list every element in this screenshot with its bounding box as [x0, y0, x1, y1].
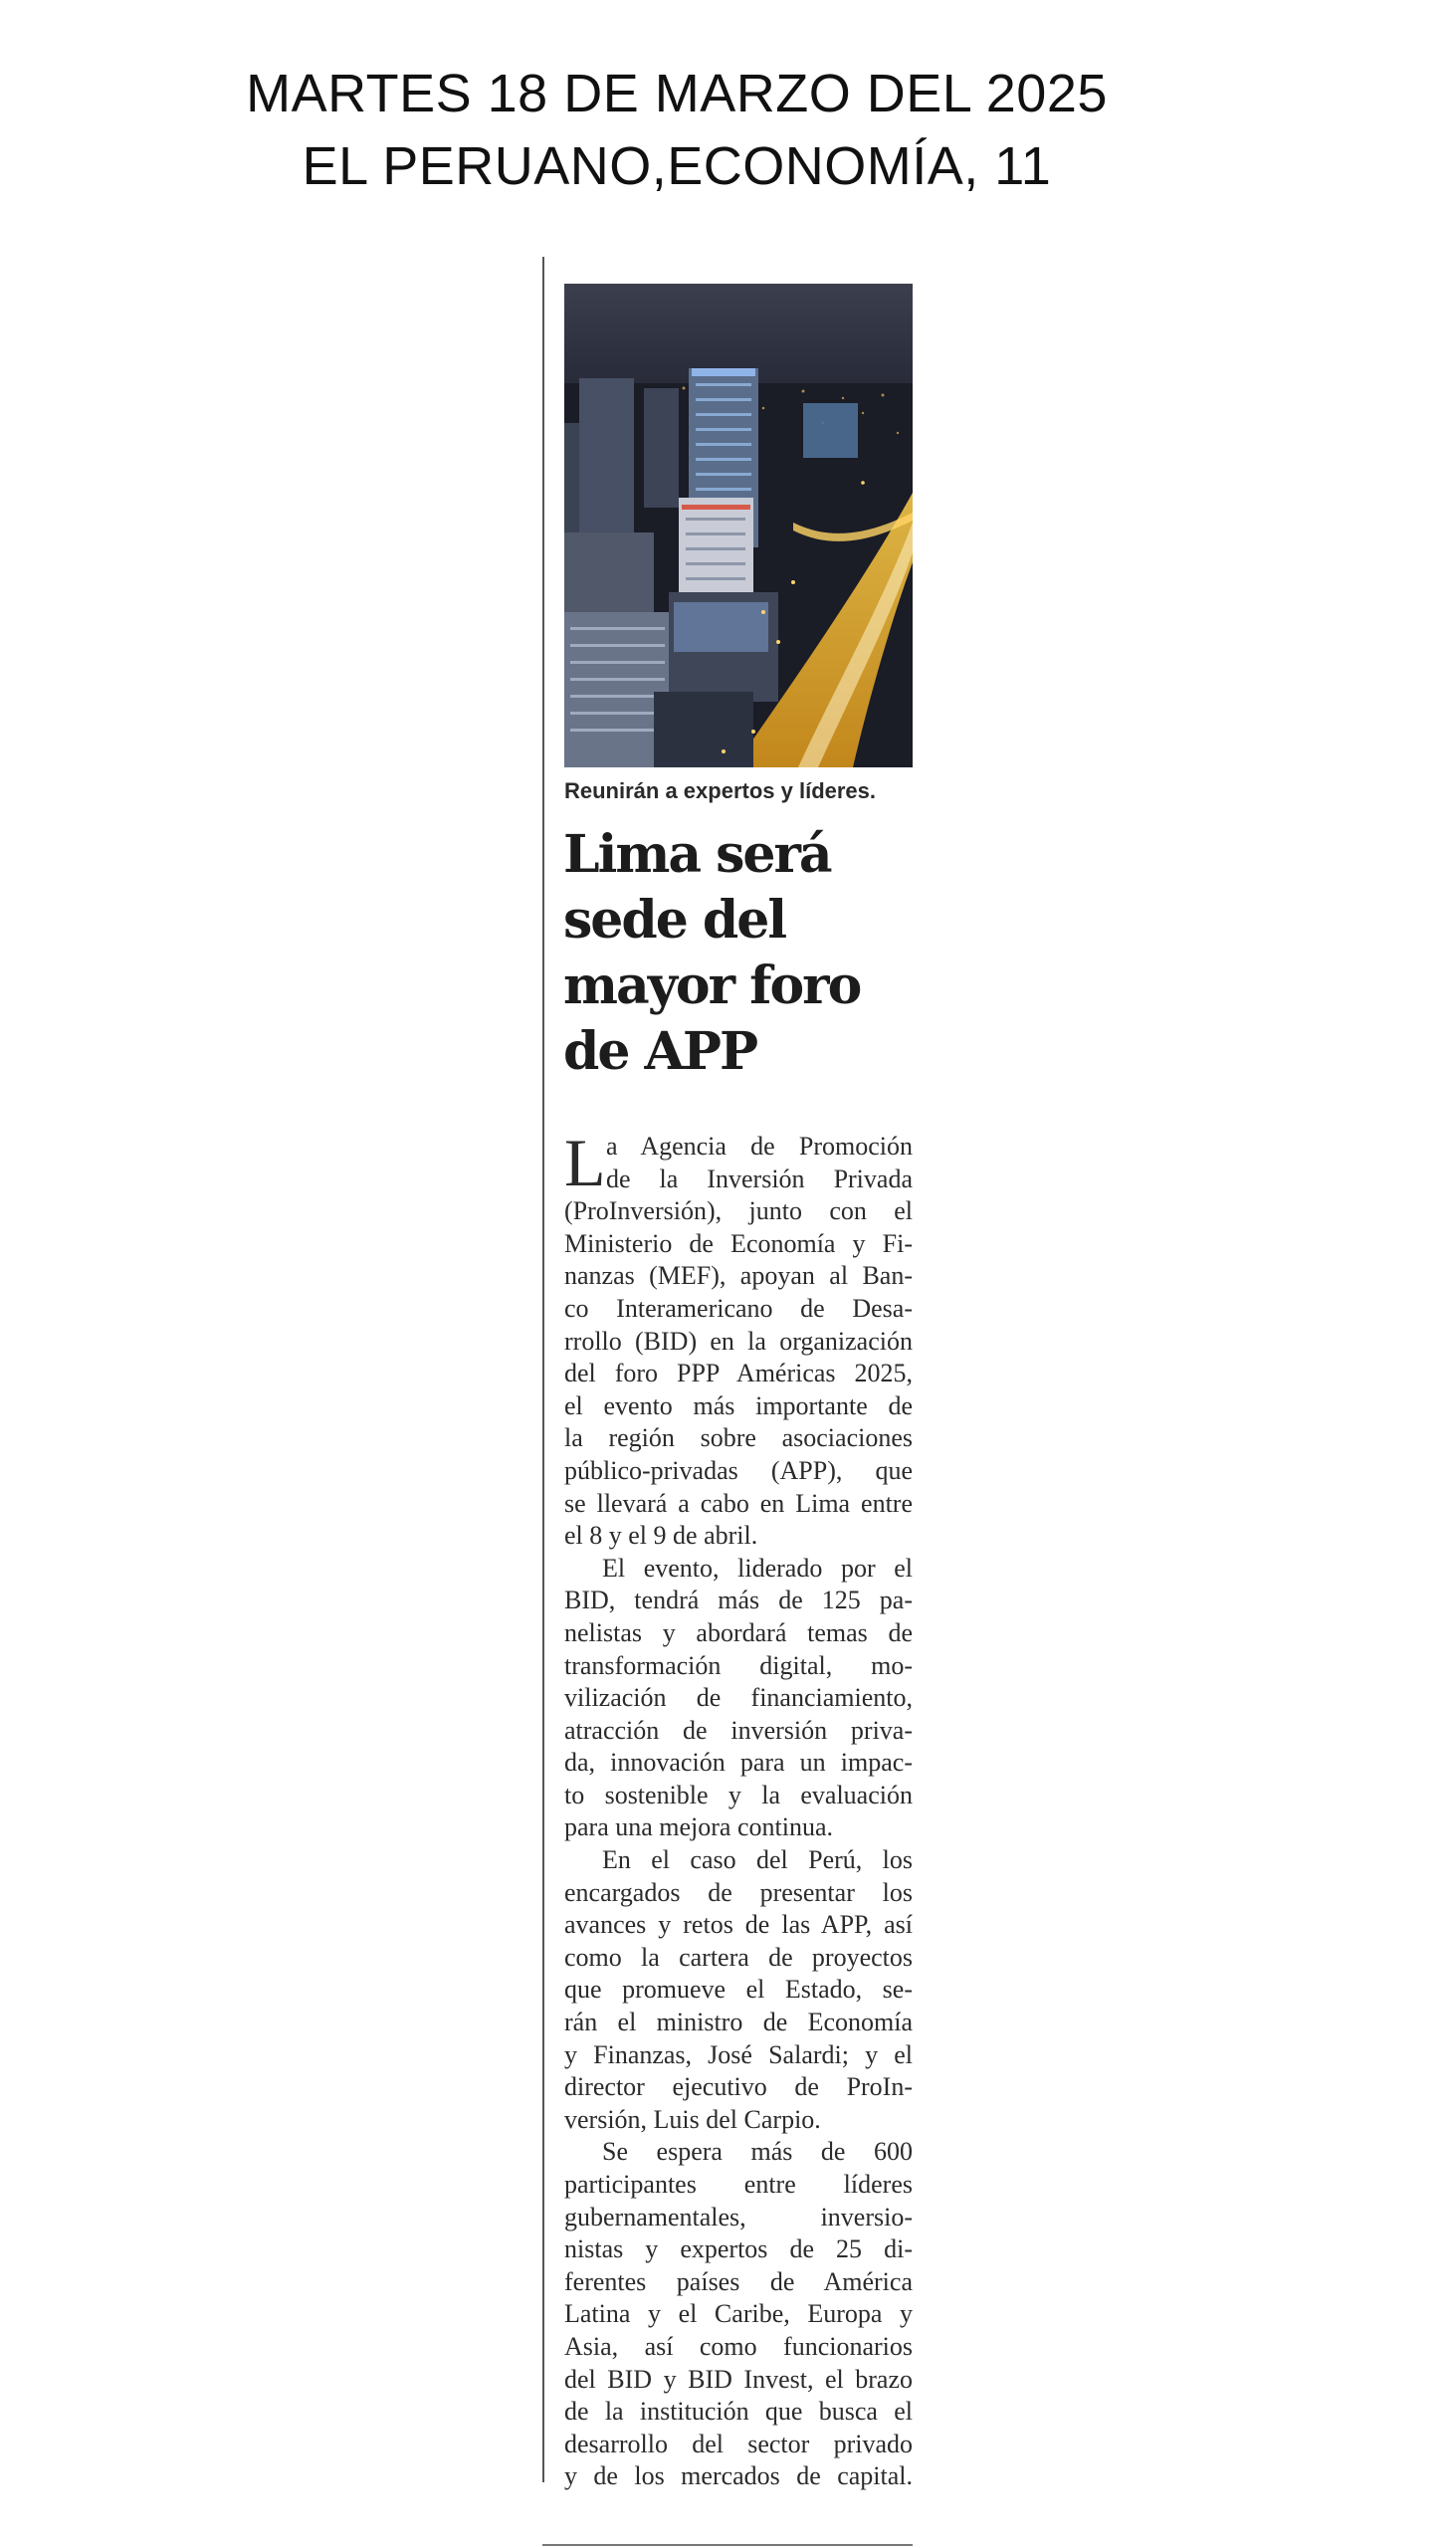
clipping-header [0, 58, 1353, 203]
body-line: atracción de inversión priva- [564, 1715, 913, 1745]
body-line: Se espera más de 600 [602, 2137, 913, 2167]
source-line: EL PERUANO,ECONOMÍA, 11 [302, 136, 1052, 196]
bottom-rule [542, 2544, 913, 2546]
article-headline [563, 822, 918, 1085]
headline-line: de APP [563, 1021, 757, 1082]
body-line: (ProInversión), junto con el [564, 1196, 913, 1226]
body-line: de la institución que busca el [564, 2397, 913, 2427]
body-line: vilización de financiamiento, [564, 1683, 913, 1713]
body-line: director ejecutivo de ProIn- [564, 2072, 913, 2102]
body-line: El evento, liderado por el [602, 1553, 913, 1583]
body-line: nistas y expertos de 25 di- [564, 2234, 913, 2264]
body-line: En el caso del Perú, los [602, 1845, 913, 1875]
body-line: rrollo (BID) en la organización [564, 1326, 913, 1356]
body-line: público-privadas (APP), que [564, 1455, 913, 1485]
headline-line: Lima será [563, 824, 831, 885]
body-line: co Interamericano de Desa- [564, 1293, 913, 1323]
body-line: a Agencia de Promoción [606, 1132, 913, 1161]
body-line: Asia, así como funcionarios [564, 2331, 913, 2361]
body-line: BID, tendrá más de 125 pa- [564, 1586, 913, 1615]
body-line: participantes entre líderes [564, 2170, 913, 2199]
body-line: gubernamentales, inversio- [564, 2202, 913, 2231]
body-line: para una mejora continua. [564, 1812, 833, 1842]
headline-line: sede del [563, 890, 786, 951]
body-line: el evento más importante de [564, 1390, 913, 1420]
body-line: la región sobre asociaciones [564, 1423, 913, 1453]
body-line: y de los mercados de capital. [564, 2461, 913, 2491]
article-photo [564, 284, 913, 767]
drop-cap: L [564, 1125, 606, 1200]
body-line: el 8 y el 9 de abril. [564, 1521, 758, 1551]
body-line: avances y retos de las APP, así [564, 1910, 913, 1940]
body-line: nelistas y abordará temas de [564, 1617, 913, 1647]
body-line: y Finanzas, José Salardi; y el [564, 2039, 913, 2069]
body-line: rán el ministro de Economía [564, 2008, 913, 2037]
body-line: de la Inversión Privada [606, 1164, 913, 1193]
column-rule [542, 257, 544, 2482]
body-line: versión, Luis del Carpio. [564, 2104, 821, 2134]
body-line: transformación digital, mo- [564, 1650, 913, 1680]
body-line: que promueve el Estado, se- [564, 1975, 913, 2005]
body-line: nanzas (MEF), apoyan al Ban- [564, 1261, 913, 1291]
body-line: Ministerio de Economía y Fi- [564, 1228, 913, 1258]
headline-line: mayor foro [563, 956, 861, 1016]
body-line: ferentes países de América [564, 2266, 913, 2296]
body-line: encargados de presentar los [564, 1877, 913, 1907]
body-line: se llevará a cabo en Lima entre [564, 1488, 913, 1518]
body-line: to sostenible y la evaluación [564, 1780, 913, 1809]
body-line: Latina y el Caribe, Europa y [564, 2299, 913, 2329]
body-line: desarrollo del sector privado [564, 2429, 913, 2458]
date-line: MARTES 18 DE MARZO DEL 2025 [246, 64, 1108, 123]
body-line: del BID y BID Invest, el brazo [564, 2364, 913, 2394]
body-line: del foro PPP Américas 2025, [564, 1359, 913, 1388]
body-line: da, innovación para un impac- [564, 1748, 913, 1778]
article-body [564, 1125, 913, 2493]
body-line: como la cartera de proyectos [564, 1942, 913, 1972]
photo-caption: Reunirán a expertos y líderes. [564, 778, 877, 803]
